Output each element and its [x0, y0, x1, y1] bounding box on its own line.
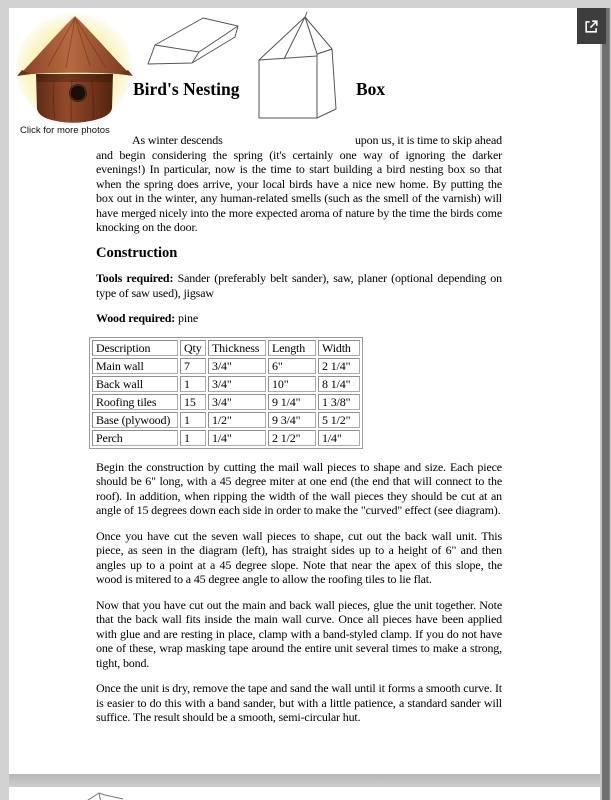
paragraph: Once you have cut the seven wall pieces to shape, cut out the back wall unit. This piece, as seen in the diagram (left), has straight sides up to a height of 6" and then angles up to a point at a 45 degree slope. Note that near the apex of this slope, the wood is mitered to a 45 degree angle to allow the roofing tiles to lie flat. [96, 528, 502, 586]
vertical-scrollbar[interactable] [600, 8, 611, 800]
paragraph: Once the unit is dry, remove the tape and sand the wall until it forms a smooth curve. It is easier to do this with a band sander, but with a little patience, a standard sander will suffice. The result should be a smooth, semi-circular hut. [96, 681, 502, 724]
birdhouse-photo[interactable] [14, 10, 136, 124]
table-cell: 3/4" [208, 376, 266, 392]
table-row [92, 430, 360, 446]
table-row [92, 358, 360, 374]
table-cell: 3/4" [208, 358, 266, 374]
intro-first-line [96, 133, 502, 148]
table-row [92, 340, 360, 356]
table-cell: 6" [268, 358, 316, 374]
table-cell: 1 [180, 430, 206, 446]
page-title-right: Box [356, 79, 386, 99]
plank-drawing [143, 15, 248, 70]
table-header-cell: Length [268, 340, 316, 356]
table-cell: 15 [180, 394, 206, 410]
document-page [9, 8, 600, 774]
table-cell: 7 [180, 358, 206, 374]
table-cell: 5 1/2" [318, 412, 360, 428]
table-cell: 1/4" [318, 430, 360, 446]
paragraph: Now that you have cut out the main and back wall pieces, glue the unit together. Note that the back wall fits inside the main wall curve. Once all pieces have been applied with glue and are resting in place, clamp with a band-styled clamp. If you do not have one of these, wrap masking tape around the entire unit several times to make a strong, tight, bond. [96, 597, 502, 670]
intro-tail: upon us, it is time to skip ahead [354, 133, 502, 147]
wood-line [96, 311, 502, 326]
table-row [92, 412, 360, 428]
table-cell: Main wall [92, 358, 178, 374]
tools-text: Sander (preferably belt sander), saw, planer (optional depending on type of saw used), jigsaw [96, 271, 502, 300]
table-row [92, 394, 360, 410]
scrollbar-thumb[interactable] [602, 8, 610, 800]
paragraph: Begin the construction by cutting the mail wall pieces to shape and size. Each piece should be 6" long, with a 45 degree miter at one end (the end that will connect to the roof). In addition, when ripping the width of the wall pieces they should be cut at an angle of 15 degrees down each side in order to make the "curved" effect (see diagram). [96, 459, 502, 517]
page-gap [9, 774, 600, 787]
next-page-drawing-fragment [83, 791, 133, 800]
table-cell: Back wall [92, 376, 178, 392]
table-cell: 3/4" [208, 394, 266, 410]
expand-button[interactable] [577, 8, 606, 44]
document-body [96, 133, 502, 736]
table-cell: Perch [92, 430, 178, 446]
tools-line [96, 271, 502, 300]
table-cell: 1/4" [208, 430, 266, 446]
table-cell: 1 3/8" [318, 394, 360, 410]
wood-text: pine [178, 311, 199, 325]
table-cell: 10" [268, 376, 316, 392]
table-cell: 2 1/2" [268, 430, 316, 446]
table-cell: 8 1/4" [318, 376, 360, 392]
intro-paragraph [96, 133, 502, 235]
wood-label: Wood required: [96, 311, 176, 325]
table-cell: 1/2" [208, 412, 266, 428]
table-header-cell: Thickness [208, 340, 266, 356]
materials-table [89, 337, 363, 449]
intro-lead: As winter descends [132, 133, 223, 147]
open-in-new-icon [583, 18, 600, 35]
table-row [92, 376, 360, 392]
intro-rest: and begin considering the spring (it's certainly one way of ignoring the darker evenings!) In particular, now is the time to start building a bird nesting box so that when the spring does arrive, your local birds have a nice new home. By putting the box out in the winter, any human-related smells (such as the smell of the varnish) will have merged nicely into the more expected aroma of nature by the time the birds come knocking on the door. [96, 147, 502, 234]
next-page [9, 787, 600, 800]
table-header-cell: Qty [180, 340, 206, 356]
table-header-cell: Width [318, 340, 360, 356]
photo-caption-link[interactable]: Click for more photos [20, 125, 110, 136]
table-cell: 1 [180, 376, 206, 392]
table-cell: 9 3/4" [268, 412, 316, 428]
table-cell: 9 1/4" [268, 394, 316, 410]
table-header-cell: Description [92, 340, 178, 356]
table-cell: 2 1/4" [318, 358, 360, 374]
construction-heading: Construction [96, 244, 178, 261]
table-cell: Roofing tiles [92, 394, 178, 410]
table-cell: Base (plywood) [92, 412, 178, 428]
tools-label: Tools required: [96, 271, 174, 285]
page-title-left: Bird's Nesting [133, 79, 240, 99]
table-cell: 1 [180, 412, 206, 428]
house-drawing [253, 10, 353, 125]
